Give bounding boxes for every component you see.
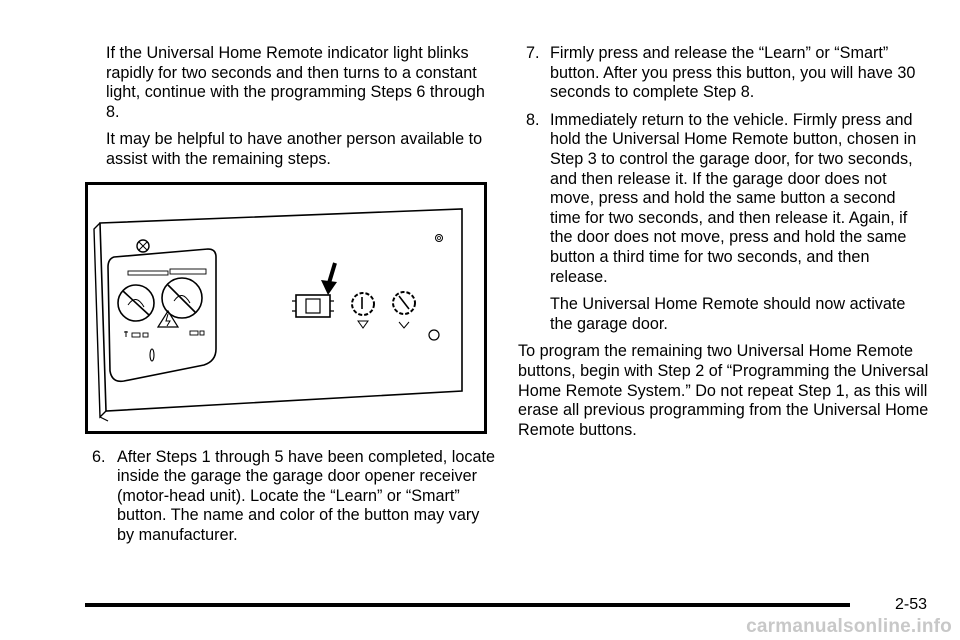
step-8-text: Immediately return to the vehicle. Firmly press and hold the Universal Home Remote button, chosen in Step 3 to control the garage door, for two seconds, and then release it. If the garage door does not move, press and hold the same button a second time for two seconds, and then release it. Again, if the door does not move, press and hold the same button a third time for two seconds, and then release. — [550, 110, 917, 286]
footer-rule — [85, 603, 850, 607]
step-7 — [518, 44, 930, 103]
opener-unit-drawing — [88, 185, 484, 431]
left-column — [85, 44, 495, 554]
right-column — [518, 44, 930, 448]
step-6-text: After Steps 1 through 5 have been completed, locate inside the garage the garage door opener receiver (motor-head unit). Locate the “Learn” or “Smart” button. The name and color of the button may vary by manufacturer. — [117, 447, 495, 544]
step-8-followup: The Universal Home Remote should now activate the garage door. — [550, 295, 906, 333]
page-number: 2-53 — [894, 596, 927, 613]
step-8-number: 8. — [526, 110, 540, 129]
garage-opener-illustration — [85, 182, 487, 434]
watermark: carmanualsonline.info — [746, 616, 952, 637]
closing-paragraph: To program the remaining two Universal Home Remote buttons, begin with Step 2 of “Programming the Universal Home Remote System.” Do not repeat Step 1, as this will erase all previous programming from the Universal Home Remote buttons. — [518, 342, 929, 439]
step-7-text: Firmly press and release the “Learn” or “Smart” button. After you press this button, you will have 30 seconds to complete Step 8. — [550, 44, 916, 102]
step-6 — [85, 448, 495, 546]
intro-paragraph-2: It may be helpful to have another person available to assist with the remaining steps. — [106, 130, 483, 168]
step-6-number: 6. — [92, 447, 106, 466]
step-7-number: 7. — [526, 44, 540, 62]
step-8 — [518, 111, 930, 287]
intro-paragraph-1: If the Universal Home Remote indicator light blinks rapidly for two seconds and then turns to a constant light, continue with the programming Steps 6 through 8. — [106, 44, 485, 121]
